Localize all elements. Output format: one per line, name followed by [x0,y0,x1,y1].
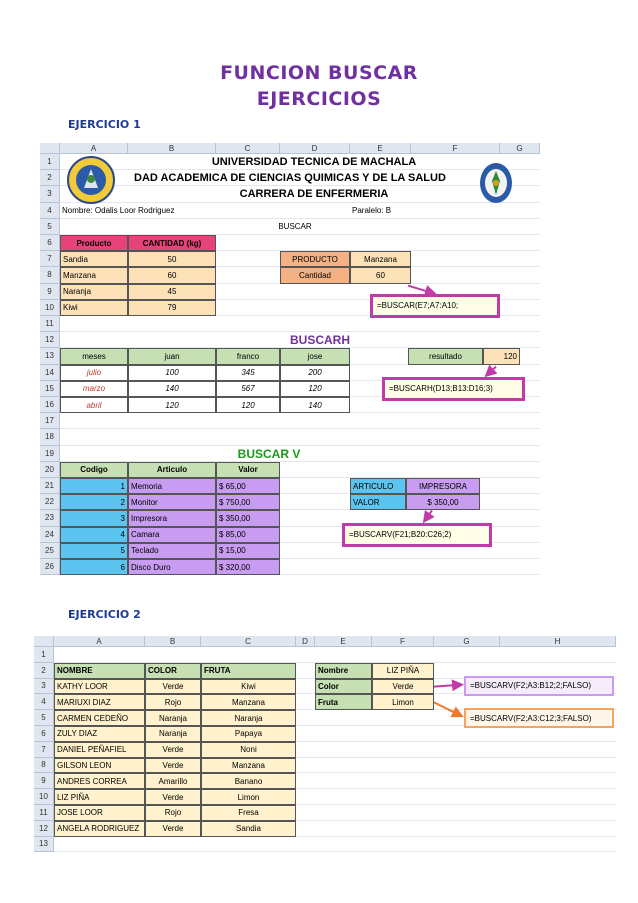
grid-row [60,413,540,429]
row-header-5[interactable]: 5 [40,219,60,235]
formula-buscarv: =BUSCARV(F21;B20:C26;2) [342,523,492,547]
row-header-5[interactable]: 5 [34,710,54,726]
codigo-cell[interactable]: 3 [60,510,128,526]
grid-row [54,647,616,663]
lookup-label[interactable]: Color [315,679,372,695]
column-header-C[interactable]: C [201,636,296,647]
grid-row [60,316,540,332]
row-header-13[interactable]: 13 [34,837,54,853]
valor-cell[interactable]: $ 350,00 [216,510,280,526]
lookup-label[interactable]: Nombre [315,663,372,679]
resultado-label[interactable]: resultado [408,348,483,364]
buscarh-title: BUSCARH [290,333,350,348]
nombre-cell[interactable]: ANDRES CORREA [54,773,145,789]
color-cell[interactable]: Rojo [145,805,201,821]
buscarh-cell[interactable]: 567 [216,381,280,397]
color-cell[interactable]: Rojo [145,694,201,710]
row-header-10[interactable]: 10 [34,789,54,805]
buscar-label[interactable]: BUSCAR [278,222,312,232]
row-header-18[interactable]: 18 [40,429,60,445]
fruta-cell[interactable]: Kiwi [201,679,296,695]
row-header-2[interactable]: 2 [34,663,54,679]
color-cell[interactable]: Verde [145,742,201,758]
formula-buscarh: =BUSCARH(D13;B13:D16;3) [382,377,525,401]
nombre-cell[interactable]: LIZ PIÑA [54,789,145,805]
row-header-2[interactable]: 2 [40,170,60,186]
sheet-title-1[interactable]: UNIVERSIDAD TECNICA DE MACHALA [211,156,417,169]
ejercicio1-label: EJERCICIO 1 [68,118,141,131]
column-header-D[interactable]: D [296,636,315,647]
row-header-4[interactable]: 4 [40,203,60,219]
articulo-lookup-value[interactable]: IMPRESORA [406,478,480,494]
row-header-8[interactable]: 8 [40,267,60,283]
column-header-H[interactable]: H [500,636,616,647]
column-header-G[interactable]: G [434,636,500,647]
buscarh-header[interactable]: jose [280,348,350,364]
column-header-A[interactable]: A [60,143,128,154]
articulo-lookup-label[interactable]: ARTICULO [350,478,406,494]
row-header-22[interactable]: 22 [40,494,60,510]
buscarh-header[interactable]: meses [60,348,128,364]
buscarh-cell[interactable]: 120 [216,397,280,413]
nombre-cell[interactable]: ZULY DIAZ [54,726,145,742]
fruta-cell[interactable]: Banano [201,773,296,789]
row-header-20[interactable]: 20 [40,462,60,478]
buscarh-cell[interactable]: julio [60,365,128,381]
lookup-value[interactable]: Verde [372,679,434,695]
cantidad-cell[interactable]: 50 [128,251,216,267]
buscarh-cell[interactable]: marzo [60,381,128,397]
row-header-25[interactable]: 25 [40,543,60,559]
column-header-C[interactable]: C [216,143,280,154]
column-header-D[interactable]: D [280,143,350,154]
formula-buscar: =BUSCAR(E7;A7:A10; [370,294,500,318]
lookup-cantidad-value[interactable]: 60 [350,267,411,283]
cantidad-cell[interactable]: 60 [128,267,216,283]
fruta-cell[interactable]: Fresa [201,805,296,821]
nombre-cell[interactable]: CARMEN CEDEÑO [54,710,145,726]
valor-cell[interactable]: $ 320,00 [216,559,280,575]
codigo-cell[interactable]: 5 [60,543,128,559]
doc-title: FUNCION BUSCAR [220,62,418,84]
row-header-16[interactable]: 16 [40,397,60,413]
fruta-cell[interactable]: Manzana [201,758,296,774]
buscarh-cell[interactable]: abril [60,397,128,413]
producto-cell[interactable]: Naranja [60,284,128,300]
row-header-6[interactable]: 6 [40,235,60,251]
nombre-cell[interactable]: Nombre: Odalis Loor Rodriguez [62,206,175,216]
lookup-producto-label[interactable]: PRODUCTO [280,251,350,267]
row-header-14[interactable]: 14 [40,365,60,381]
resultado-value[interactable]: 120 [483,348,520,364]
fruta-cell[interactable]: Naranja [201,710,296,726]
formula-buscarv-fruta: =BUSCARV(F2;A3:C12;3;FALSO) [464,708,614,728]
articulo-cell[interactable]: Impresora [128,510,216,526]
row-header-3[interactable]: 3 [34,679,54,695]
select-all-corner[interactable] [34,636,54,647]
column-header-B[interactable]: B [145,636,201,647]
buscarh-cell[interactable]: 140 [128,381,216,397]
lookup-label[interactable]: Fruta [315,694,372,710]
row-header-6[interactable]: 6 [34,726,54,742]
row-header-7[interactable]: 7 [40,251,60,267]
valor-cell[interactable]: $ 65,00 [216,478,280,494]
buscarh-cell[interactable]: 140 [280,397,350,413]
row-header-7[interactable]: 7 [34,742,54,758]
producto-cell[interactable]: Sandia [60,251,128,267]
sheet2-header[interactable]: NOMBRE [54,663,145,679]
row-header-9[interactable]: 9 [34,773,54,789]
spreadsheet-2 [34,636,616,849]
articulo-cell[interactable]: Teclado [128,543,216,559]
column-header-F[interactable]: F [411,143,500,154]
column-header-E[interactable]: E [350,143,411,154]
valor-cell[interactable]: $ 750,00 [216,494,280,510]
codigo-cell[interactable]: 6 [60,559,128,575]
color-cell[interactable]: Naranja [145,726,201,742]
row-header-8[interactable]: 8 [34,758,54,774]
row-header-26[interactable]: 26 [40,559,60,575]
articulo-cell[interactable]: Disco Duro [128,559,216,575]
ejercicio2-label: EJERCICIO 2 [68,608,141,621]
nombre-cell[interactable]: JOSE LOOR [54,805,145,821]
row-header-17[interactable]: 17 [40,413,60,429]
color-cell[interactable]: Naranja [145,710,201,726]
column-header-F[interactable]: F [372,636,434,647]
buscarh-cell[interactable]: 100 [128,365,216,381]
articulo-cell[interactable]: Camara [128,527,216,543]
paralelo-cell[interactable]: Paralelo: B [352,206,392,216]
valor-cell[interactable]: $ 15,00 [216,543,280,559]
color-cell[interactable]: Verde [145,758,201,774]
buscarh-header[interactable]: franco [216,348,280,364]
nombre-cell[interactable]: MARIUXI DIAZ [54,694,145,710]
row-header-15[interactable]: 15 [40,381,60,397]
buscarh-cell[interactable]: 120 [128,397,216,413]
row-header-23[interactable]: 23 [40,510,60,526]
articulo-cell[interactable]: Monitor [128,494,216,510]
select-all-corner[interactable] [40,143,60,154]
university-seal-icon [66,155,116,205]
row-header-11[interactable]: 11 [40,316,60,332]
sheet-title-2[interactable]: DAD ACADEMICA DE CIENCIAS QUIMICAS Y DE LA SALUD [134,172,446,185]
codigo-cell[interactable]: 1 [60,478,128,494]
column-header-E[interactable]: E [315,636,372,647]
buscarh-cell[interactable]: 200 [280,365,350,381]
lookup-producto-value[interactable]: Manzana [350,251,411,267]
valor-lookup-value[interactable]: $ 350,00 [406,494,480,510]
articulo-cell[interactable]: Memoria [128,478,216,494]
lookup-value[interactable]: Limon [372,694,434,710]
producto-cell[interactable]: Manzana [60,267,128,283]
grid-row [54,837,616,853]
doc-subtitle: EJERCICIOS [256,88,382,110]
fruta-cell[interactable]: Noni [201,742,296,758]
grid-row [60,429,540,445]
row-header-21[interactable]: 21 [40,478,60,494]
row-header-9[interactable]: 9 [40,284,60,300]
row-header-19[interactable]: 19 [40,446,60,462]
producto-header[interactable]: Producto [60,235,128,251]
sheet2-header[interactable]: FRUTA [201,663,296,679]
fruta-cell[interactable]: Sandia [201,821,296,837]
row-header-3[interactable]: 3 [40,186,60,202]
color-cell[interactable]: Verde [145,821,201,837]
sheet-title-3[interactable]: CARRERA DE ENFERMERIA [239,188,389,201]
row-header-4[interactable]: 4 [34,694,54,710]
fruta-cell[interactable]: Manzana [201,694,296,710]
cantidad-cell[interactable]: 45 [128,284,216,300]
valor-cell[interactable]: $ 85,00 [216,527,280,543]
row-header-10[interactable]: 10 [40,300,60,316]
color-cell[interactable]: Amarillo [145,773,201,789]
row-header-11[interactable]: 11 [34,805,54,821]
nombre-cell[interactable]: GILSON LEON [54,758,145,774]
buscarv-title: BUSCAR V [237,446,301,461]
codigo-cell[interactable]: 4 [60,527,128,543]
nombre-cell[interactable]: ANGELA RODRIGUEZ [54,821,145,837]
color-cell[interactable]: Verde [145,679,201,695]
nombre-cell[interactable]: DANIEL PEÑAFIEL [54,742,145,758]
nombre-cell[interactable]: KATHY LOOR [54,679,145,695]
sheet2-header[interactable]: COLOR [145,663,201,679]
fruta-cell[interactable]: Papaya [201,726,296,742]
buscarh-cell[interactable]: 120 [280,381,350,397]
column-header-G[interactable]: G [500,143,540,154]
valor-lookup-label[interactable]: VALOR [350,494,406,510]
cantidad-cell[interactable]: 79 [128,300,216,316]
fruta-cell[interactable]: Limon [201,789,296,805]
column-header-B[interactable]: B [128,143,216,154]
row-header-13[interactable]: 13 [40,348,60,364]
codigo-cell[interactable]: 2 [60,494,128,510]
buscarh-header[interactable]: juan [128,348,216,364]
buscarh-cell[interactable]: 345 [216,365,280,381]
column-header-A[interactable]: A [54,636,145,647]
lookup-cantidad-label[interactable]: Cantidad [280,267,350,283]
row-header-1[interactable]: 1 [40,154,60,170]
buscarv-header[interactable]: Codigo [60,462,128,478]
lookup-value[interactable]: LIZ PIÑA [372,663,434,679]
producto-cell[interactable]: Kiwi [60,300,128,316]
row-header-24[interactable]: 24 [40,527,60,543]
buscarv-header[interactable]: Articulo [128,462,216,478]
cantidad-header[interactable]: CANTIDAD (kg) [128,235,216,251]
row-header-12[interactable]: 12 [40,332,60,348]
row-header-12[interactable]: 12 [34,821,54,837]
formula-buscarv-color: =BUSCARV(F2;A3:B12;2;FALSO) [464,676,614,696]
buscarv-header[interactable]: Valor [216,462,280,478]
color-cell[interactable]: Verde [145,789,201,805]
row-header-1[interactable]: 1 [34,647,54,663]
spreadsheet-1 [40,143,540,586]
